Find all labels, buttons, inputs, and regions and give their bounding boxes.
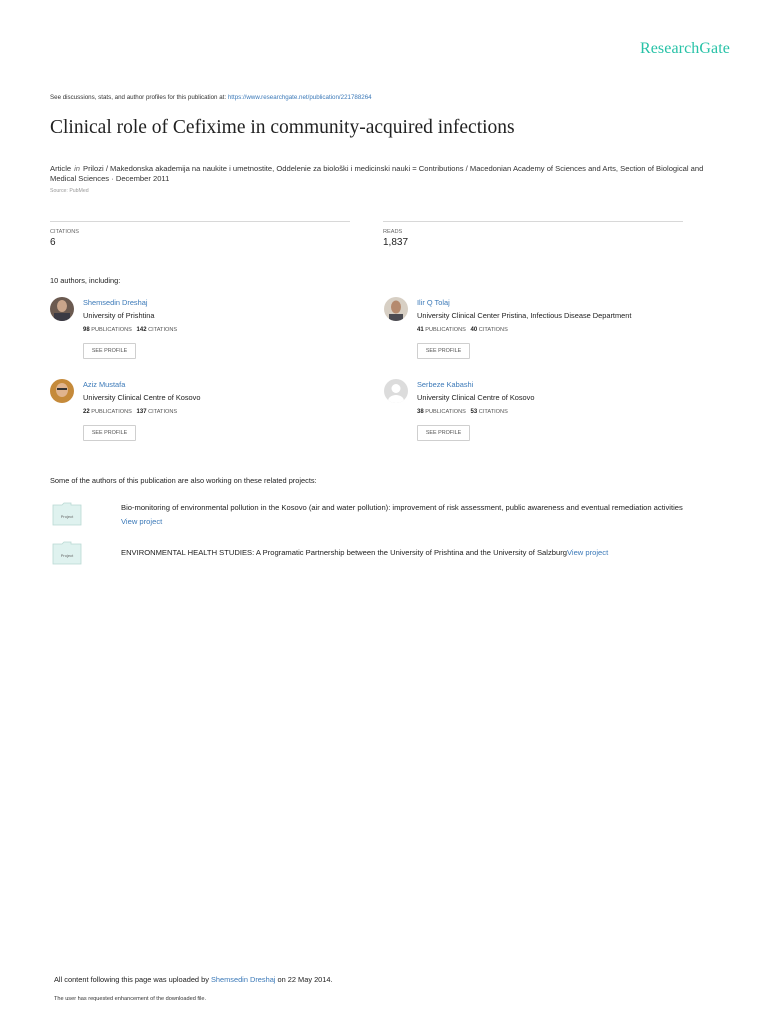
reads-divider xyxy=(383,221,683,222)
project-icon-label: Project xyxy=(60,553,74,558)
author-counts xyxy=(83,327,177,333)
author-name[interactable]: Shemsedin Dreshaj xyxy=(83,298,148,307)
in-label: in xyxy=(74,164,81,173)
avatar[interactable] xyxy=(384,379,408,403)
publications-count: 38 xyxy=(417,409,424,415)
default-avatar-icon xyxy=(384,379,408,403)
author-card xyxy=(50,379,370,449)
project-title: ENVIRONMENTAL HEALTH STUDIES: A Programatic Partnership between the University of Prishtina and the University of Salzburg xyxy=(121,548,567,557)
author-photo-icon xyxy=(384,297,408,321)
citations-value: 6 xyxy=(50,237,56,248)
author-affiliation: University Clinical Centre of Kosovo xyxy=(417,393,535,402)
author-name[interactable]: Aziz Mustafa xyxy=(83,380,126,389)
citations-label: CITATIONS xyxy=(478,409,508,415)
project-item xyxy=(121,546,741,560)
citations-label: CITATIONS xyxy=(148,409,178,415)
researchgate-logo[interactable]: ResearchGate xyxy=(639,40,730,57)
author-photo-icon xyxy=(50,379,74,403)
author-name[interactable]: Ilir Q Tolaj xyxy=(417,298,450,307)
publications-count: 22 xyxy=(83,409,90,415)
project-icon[interactable] xyxy=(52,541,82,565)
citations-count: 53 xyxy=(470,409,478,415)
reads-value: 1,837 xyxy=(383,237,409,248)
related-projects-heading: Some of the authors of this publication are also working on these related projects: xyxy=(50,476,317,485)
reads-stat xyxy=(383,229,408,248)
view-project-link[interactable]: View project xyxy=(566,548,609,557)
see-profile-button[interactable]: SEE PROFILE xyxy=(417,343,470,359)
author-photo-icon xyxy=(50,297,74,321)
discussion-line xyxy=(50,94,372,101)
uploader-link[interactable]: Shemsedin Dreshaj xyxy=(210,975,276,984)
upload-prefix: All content following this page was uploaded by xyxy=(54,975,211,984)
author-affiliation: University Clinical Centre of Kosovo xyxy=(83,393,201,402)
see-profile-button[interactable]: SEE PROFILE xyxy=(83,343,136,359)
author-counts xyxy=(83,409,177,415)
author-counts xyxy=(417,327,508,333)
project-icon[interactable] xyxy=(52,502,82,526)
see-profile-button[interactable]: SEE PROFILE xyxy=(417,425,470,441)
author-affiliation: University Clinical Center Pristina, Infectious Disease Department xyxy=(417,311,632,320)
article-type: Article xyxy=(50,164,72,173)
publications-label: PUBLICATIONS xyxy=(425,327,466,333)
authors-heading: 10 authors, including: xyxy=(50,276,121,285)
citations-count: 40 xyxy=(470,327,478,333)
avatar[interactable] xyxy=(50,379,74,403)
author-name[interactable]: Serbeze Kabashi xyxy=(417,380,474,389)
author-card xyxy=(384,297,704,367)
publication-meta xyxy=(50,164,718,183)
reads-label: READS xyxy=(383,229,403,235)
publications-count: 98 xyxy=(83,327,90,333)
citations-count: 142 xyxy=(136,327,147,333)
publication-title: Clinical role of Cefixime in community-acquired infections xyxy=(50,117,515,138)
enhancement-note: The user has requested enhancement of the downloaded file. xyxy=(54,996,207,1002)
citations-count: 137 xyxy=(136,409,147,415)
author-card xyxy=(50,297,370,367)
see-profile-button[interactable]: SEE PROFILE xyxy=(83,425,136,441)
publications-count: 41 xyxy=(417,327,424,333)
folder-icon xyxy=(52,541,82,565)
avatar[interactable] xyxy=(50,297,74,321)
project-title: Bio-monitoring of environmental pollution in the Kosovo (air and water pollution): improvement of risk assessment, public awareness and eventual remediation activities xyxy=(121,503,683,512)
citations-label: CITATIONS xyxy=(50,229,80,235)
author-card xyxy=(384,379,704,449)
avatar[interactable] xyxy=(384,297,408,321)
project-item xyxy=(121,501,721,529)
publications-label: PUBLICATIONS xyxy=(425,409,466,415)
citations-stat xyxy=(50,229,79,248)
source-label: Source: PubMed xyxy=(50,188,89,194)
discussion-prefix: See discussions, stats, and author profiles for this publication at: xyxy=(50,94,228,101)
citations-label: CITATIONS xyxy=(148,327,178,333)
publication-url-link[interactable]: https://www.researchgate.net/publication/221788264 xyxy=(227,94,372,101)
upload-note xyxy=(54,975,333,984)
upload-suffix: on 22 May 2014. xyxy=(275,975,333,984)
publications-label: PUBLICATIONS xyxy=(91,327,132,333)
citations-label: CITATIONS xyxy=(478,327,508,333)
author-affiliation: University of Prishtina xyxy=(83,311,155,320)
view-project-link[interactable]: View project xyxy=(121,517,163,526)
author-counts xyxy=(417,409,508,415)
publications-label: PUBLICATIONS xyxy=(91,409,132,415)
venue-text: Prilozi / Makedonska akademija na naukite i umetnostite, Oddelenie za biološki i medicinski nauki = Contributions / Macedonian Academy of Sciences and Arts, Section of Biological and Medical Sciences · December 2011 xyxy=(50,164,704,183)
project-icon-label: Project xyxy=(60,514,74,519)
citations-divider xyxy=(50,221,350,222)
folder-icon xyxy=(52,502,82,526)
